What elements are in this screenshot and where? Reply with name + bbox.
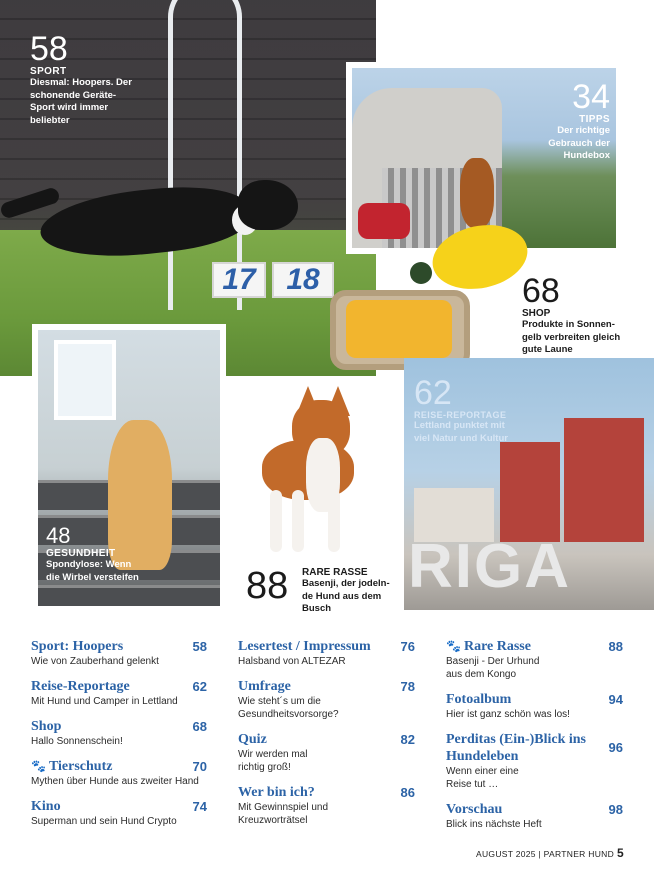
window <box>54 340 116 420</box>
caption-reise <box>414 376 518 445</box>
toc-entry-shop[interactable] <box>31 718 207 748</box>
toc-page-number: 68 <box>192 719 207 734</box>
toc-title: Shop <box>31 719 62 734</box>
toc-subtitle: Hier ist ganz schön was los! <box>446 709 570 720</box>
toc-subtitle: Mythen über Hunde aus zweiter Hand <box>31 776 199 787</box>
footer-page-number: 5 <box>617 846 624 860</box>
toc-entry-vorschau[interactable] <box>446 801 623 831</box>
toc-subtitle: Wenn einer eine Reise tut … <box>446 766 519 790</box>
toc-subtitle: Blick ins nächste Heft <box>446 819 542 830</box>
toc-entry-fotoalbum[interactable] <box>446 691 623 721</box>
caption-page-number: 88 <box>246 565 289 607</box>
caption-page-number: 48 <box>46 523 71 548</box>
toc-title: Wer bin ich? <box>238 785 315 800</box>
caption-text: Der richtige Gebrauch der Hundebox <box>548 125 610 161</box>
caption-kicker: SHOP <box>522 308 551 319</box>
toc-entry-reise[interactable] <box>31 678 207 708</box>
number-sign-17: 17 <box>212 262 266 298</box>
caption-text: Diesmal: Hoopers. Der schonende Geräte-Sport wird immer beliebter <box>30 77 132 126</box>
caption-page-number: 34 <box>572 78 610 116</box>
house-of-blackheads <box>500 442 560 542</box>
stair-step <box>38 585 220 606</box>
toc-subtitle: Basenji - Der Urhund aus dem Kongo <box>446 656 540 680</box>
toc-subtitle: Mit Gewinnspiel und Kreuzworträtsel <box>238 802 329 826</box>
toc-title: Umfrage <box>238 679 291 694</box>
toc-subtitle: Wie von Zauberhand gelenkt <box>31 656 159 667</box>
caption-text: Lettland punktet mit viel Natur und Kultur <box>414 420 508 444</box>
toller-dog <box>460 158 494 228</box>
toc-subtitle: Wie steht´s um die Gesundheitsvorsorge? <box>238 696 339 720</box>
caption-kicker: SPORT <box>30 66 67 77</box>
toc-title: Rare Rasse <box>463 639 531 654</box>
toc-title: Tierschutz <box>48 759 113 774</box>
toc-page-number: 82 <box>400 732 415 747</box>
basenji-leg <box>292 490 304 552</box>
caption-text: Spondylose: Wenn die Wirbel versteifen <box>46 559 139 583</box>
toc-subtitle: Halsband von ALTEZAR <box>238 656 346 667</box>
toc-page-number: 96 <box>608 740 623 755</box>
caption-gesundheit <box>46 524 146 584</box>
toc-subtitle: Mit Hund und Camper in Lettland <box>31 696 178 707</box>
toc-page-number: 94 <box>608 692 623 707</box>
caption-kicker: TIPPS <box>579 114 610 125</box>
footer-issue: AUGUST 2025 | PARTNER HUND <box>476 849 615 859</box>
dog-head <box>238 180 298 230</box>
tail-light <box>358 203 410 239</box>
caption-kicker: RARE RASSE <box>302 567 368 578</box>
caption-shop <box>522 274 622 357</box>
toc-title: Perditas (Ein-)Blick ins Hundeleben <box>446 732 587 764</box>
toc-page-number: 86 <box>400 785 415 800</box>
toc-subtitle: Superman und sein Hund Crypto <box>31 816 177 827</box>
toc-entry-umfrage[interactable] <box>238 678 415 721</box>
toc-page-number: 88 <box>608 639 623 654</box>
toc-title: Quiz <box>238 732 267 747</box>
toc-entry-wer-bin-ich[interactable] <box>238 784 415 827</box>
toc-page-number: 76 <box>400 639 415 654</box>
toc-page-number: 78 <box>400 679 415 694</box>
toc-entry-kino[interactable] <box>31 798 207 828</box>
toc-entry-sport[interactable] <box>31 638 207 668</box>
toc-page-number: 62 <box>192 679 207 694</box>
paw-icon: 🐾 <box>31 759 46 773</box>
caption-page-number: 58 <box>30 30 68 68</box>
toc-column-2 <box>238 638 415 837</box>
toc-page-number: 58 <box>192 639 207 654</box>
caption-text: Basenji, der jodeln-de Hund aus dem Busch <box>302 578 390 614</box>
toc-column-1 <box>31 638 207 838</box>
toc-page-number: 70 <box>192 759 207 774</box>
toc-subtitle: Wir werden mal richtig groß! <box>238 749 308 773</box>
toc-title: Vorschau <box>446 802 503 817</box>
caption-sport <box>30 32 150 127</box>
toc-entry-tierschutz[interactable] <box>31 758 207 788</box>
caption-tipps <box>548 80 610 163</box>
toc-page-number: 74 <box>192 799 207 814</box>
toc-title: Sport: Hoopers <box>31 639 124 654</box>
paw-icon: 🐾 <box>446 639 461 653</box>
toc-entry-lesertest[interactable] <box>238 638 415 668</box>
caption-text: Produkte in Sonnen-gelb verbreiten gleich gute Laune <box>522 319 621 355</box>
toc-page-number: 98 <box>608 802 623 817</box>
toc-title: Kino <box>31 799 61 814</box>
toc-subtitle: Hallo Sonnenschein! <box>31 736 123 747</box>
house-of-blackheads <box>564 418 644 542</box>
dog-bed-cushion <box>346 300 452 358</box>
lemon-bag-handle <box>410 262 432 284</box>
toc-title: Reise-Reportage <box>31 679 130 694</box>
toc-column-3 <box>446 638 623 841</box>
basenji-leg <box>328 490 340 552</box>
number-sign-18: 18 <box>272 262 334 298</box>
basenji-leg <box>270 490 282 552</box>
toc-entry-rare-rasse[interactable] <box>446 638 623 681</box>
page-footer <box>476 846 624 860</box>
toc-title: Fotoalbum <box>446 692 512 707</box>
caption-kicker: REISE-REPORTAGE <box>414 410 507 420</box>
caption-kicker: GESUNDHEIT <box>46 548 116 559</box>
toc-entry-quiz[interactable] <box>238 731 415 774</box>
riga-letters: RIGA <box>408 532 571 601</box>
toc-title: Lesertest / Impressum <box>238 639 371 654</box>
toc-entry-perditas[interactable] <box>446 731 623 791</box>
caption-page-number: 68 <box>522 272 560 310</box>
caption-page-number: 62 <box>414 374 452 412</box>
